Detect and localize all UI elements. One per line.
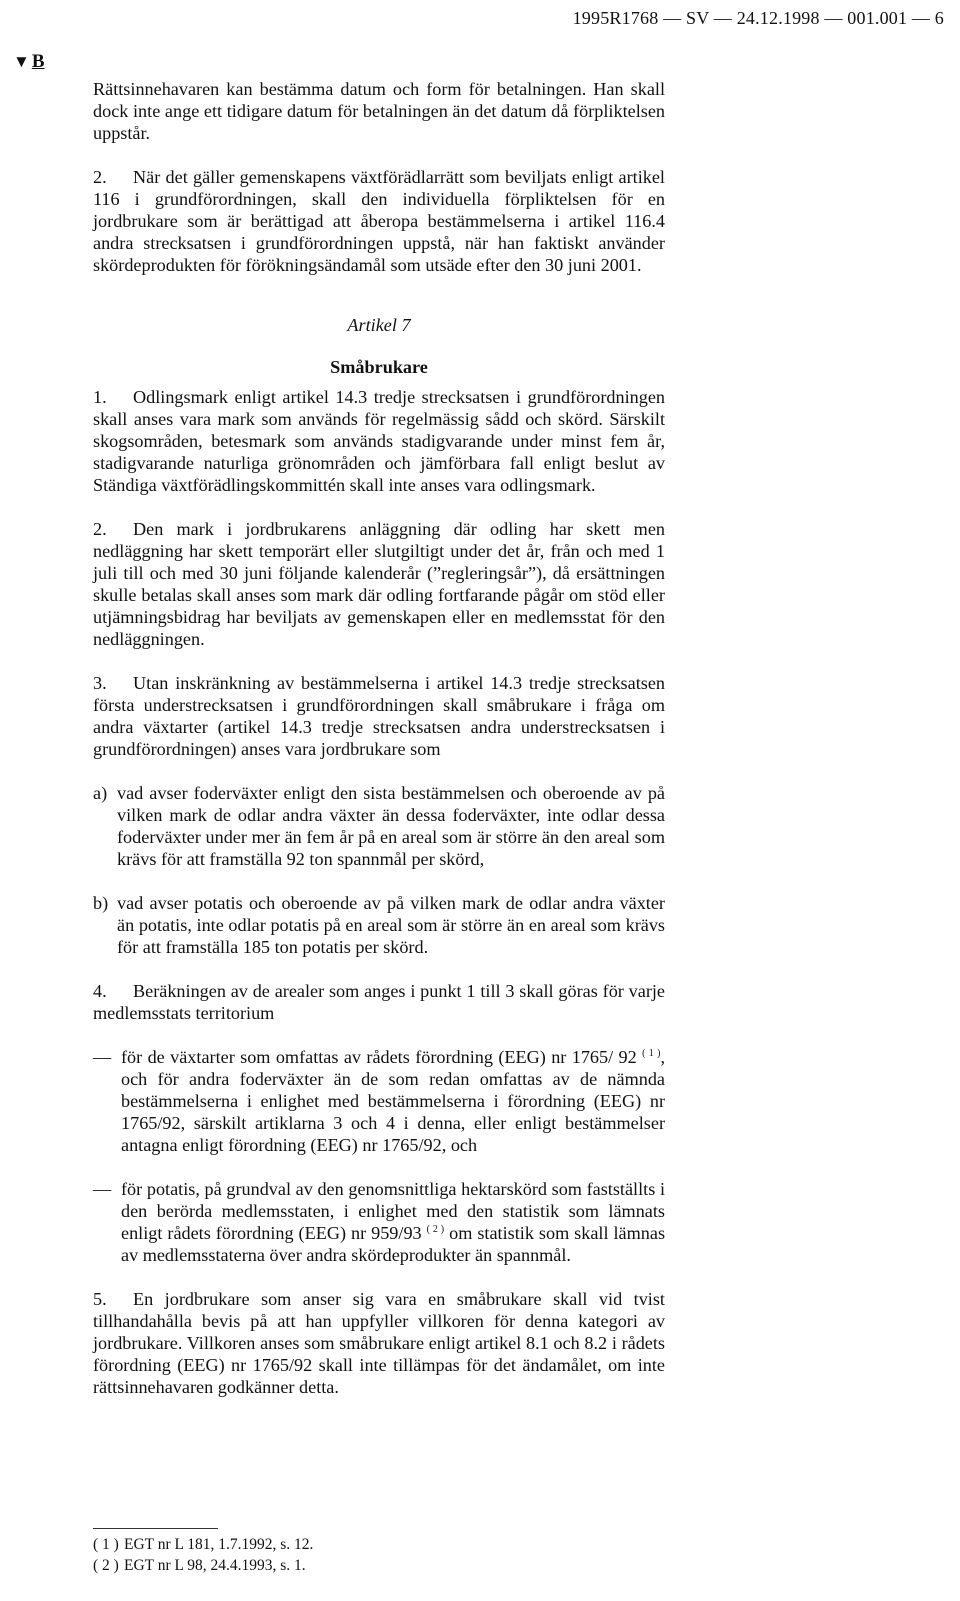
dash-marker: — <box>93 1047 112 1067</box>
dash-item-text <box>121 1178 665 1266</box>
article-title: Artikel 7 <box>347 315 411 335</box>
paragraph-number: 3. <box>93 673 107 693</box>
article-paragraph-2 <box>93 518 665 650</box>
list-item-b <box>93 892 665 958</box>
list-item-label: b) <box>93 893 109 913</box>
article-paragraph-3 <box>93 672 665 760</box>
dash-text-part: för potatis, på grundval av den genomsnittliga hektarskörd som fastställts i den berörda medlemsstaten, i enlighet med den statistik som lämnats enligt rådets förordning (EEG) nr 959/93 <box>121 1179 665 1243</box>
dash-item-1 <box>93 1046 665 1156</box>
paragraph-text: När det gäller gemenskapens växtförädlarrätt som beviljats enligt artikel 116 i grundförordningen, skall den individuella förpliktelsen för en jordbrukare som är berättigad att åberopa bestämmelserna i artikel 116.4 andra strecksatsen i grundförordningen uppstå, när han faktiskt använder skördeprodukten för förökningsändamål som utsäde efter den 30 juni 2001. <box>93 167 665 275</box>
triangle-down-icon: ▼ <box>13 52 30 71</box>
footnote-1 <box>93 1534 493 1555</box>
paragraph-text: Beräkningen av de arealer som anges i punkt 1 till 3 skall göras för varje medlemsstats territorium <box>93 981 665 1023</box>
list-item-label: a) <box>93 783 108 803</box>
article-paragraph-4 <box>93 980 665 1024</box>
article-paragraph-1 <box>93 386 665 496</box>
paragraph-text: En jordbrukare som anser sig vara en småbrukare skall vid tvist tillhandahålla bevis på att han uppfyller villkoren för denna kategori av jordbrukare. Villkoren anses som småbrukare enligt artikel 8.1 och 8.2 i rådets förordning (EEG) nr 1765/92 skall inte tillämpas för det ändamålet, om inte rättsinnehavaren godkänner detta. <box>93 1289 665 1397</box>
dash-marker: — <box>93 1179 112 1199</box>
paragraph-number: 4. <box>93 981 107 1001</box>
dash-item-text <box>121 1046 665 1156</box>
dash-item-2 <box>93 1178 665 1266</box>
intro-paragraph-2 <box>93 166 665 276</box>
dash-text-part: , och för andra foderväxter än de som redan omfattas av de nämnda bestämmelserna i enlighet med bestämmelserna i förordning (EEG) nr 1765/92, särskilt artiklarna 3 och 4 i denna, eller enligt bestämmelser antagna enligt förordning (EEG) nr 1765/92, och <box>121 1047 665 1155</box>
list-item-text: vad avser potatis och oberoende av på vilken mark de odlar andra växter än potatis, inte odlar potatis på en areal som är större än en areal som krävs för att framställa 185 ton potatis per skörd. <box>117 893 665 957</box>
intro-paragraph-1: Rättsinnehavaren kan bestämma datum och form för betalningen. Han skall dock inte ange ett tidigare datum för betalningen än det datum då förpliktelsen uppstår. <box>93 79 665 143</box>
article-heading: Småbrukare <box>330 357 428 377</box>
footnote-reference[interactable]: ( 1 ) <box>642 1048 661 1059</box>
footnote-text: EGT nr L 98, 24.4.1993, s. 1. <box>124 1557 306 1574</box>
footnote-number: ( 1 ) <box>93 1536 119 1553</box>
paragraph-text: Odlingsmark enligt artikel 14.3 tredje strecksatsen i grundförordningen skall anses vara mark som används för regelmässig sådd och skörd. Särskilt skogsområden, betesmark som används stadigvarande under minst fem år, stadigvarande naturliga grönområden och jämförbara fall enligt beslut av Ständiga växtförädlingskommittén skall inte anses vara odlingsmark. <box>93 387 665 495</box>
paragraph-number: 1. <box>93 387 107 407</box>
paragraph-number: 5. <box>93 1289 107 1309</box>
list-item-text: vad avser foderväxter enligt den sista bestämmelsen och oberoende av på vilken mark de odlar andra växter än dessa foderväxter, inte odlar dessa foderväxter under mer än fem år på en areal som är större än den areal som krävs för att framställa 92 ton spannmål per skörd, <box>117 783 665 869</box>
footnote-2 <box>93 1555 493 1576</box>
running-header: 1995R1768 — SV — 24.12.1998 — 001.001 — 6 <box>572 8 944 28</box>
amendment-marker <box>13 51 45 73</box>
footnote-reference[interactable]: ( 2 ) <box>426 1224 445 1235</box>
marker-letter: B <box>31 51 45 72</box>
dash-text-part: för de växtarter som omfattas av rådets förordning (EEG) nr 1765/ 92 <box>121 1047 637 1067</box>
footnotes <box>93 1528 493 1576</box>
list-item-a <box>93 782 665 870</box>
paragraph-text: Den mark i jordbrukarens anläggning där odling har skett men nedläggning har skett temporärt eller slutgiltigt under det år, från och med 1 juli till och med 30 juni följande kalenderår (”regleringsår”), då ersättningen skulle betalas skall anses som mark där odling fortfarande pågår om stöd eller utjämningsbidrag har beviljats av gemenskapen eller en medlemsstat för den nedläggningen. <box>93 519 665 649</box>
footnote-number: ( 2 ) <box>93 1557 119 1574</box>
footnote-text: EGT nr L 181, 1.7.1992, s. 12. <box>124 1536 314 1553</box>
paragraph-text: Utan inskränkning av bestämmelserna i artikel 14.3 tredje strecksatsen första understrecksatsen i grundförordningen skall småbrukare i fråga om andra växtarter (artikel 14.3 tredje strecksatsen andra understrecksatsen i grundförordningen) anses vara jordbrukare som <box>93 673 665 759</box>
document-body <box>93 78 665 1398</box>
paragraph-number: 2. <box>93 167 107 187</box>
paragraph-number: 2. <box>93 519 107 539</box>
article-paragraph-5 <box>93 1288 665 1398</box>
dash-text-part: om statistik som skall lämnas av medlemsstaterna över andra skördeprodukter än spannmål. <box>121 1223 666 1265</box>
footnote-divider <box>93 1528 218 1529</box>
